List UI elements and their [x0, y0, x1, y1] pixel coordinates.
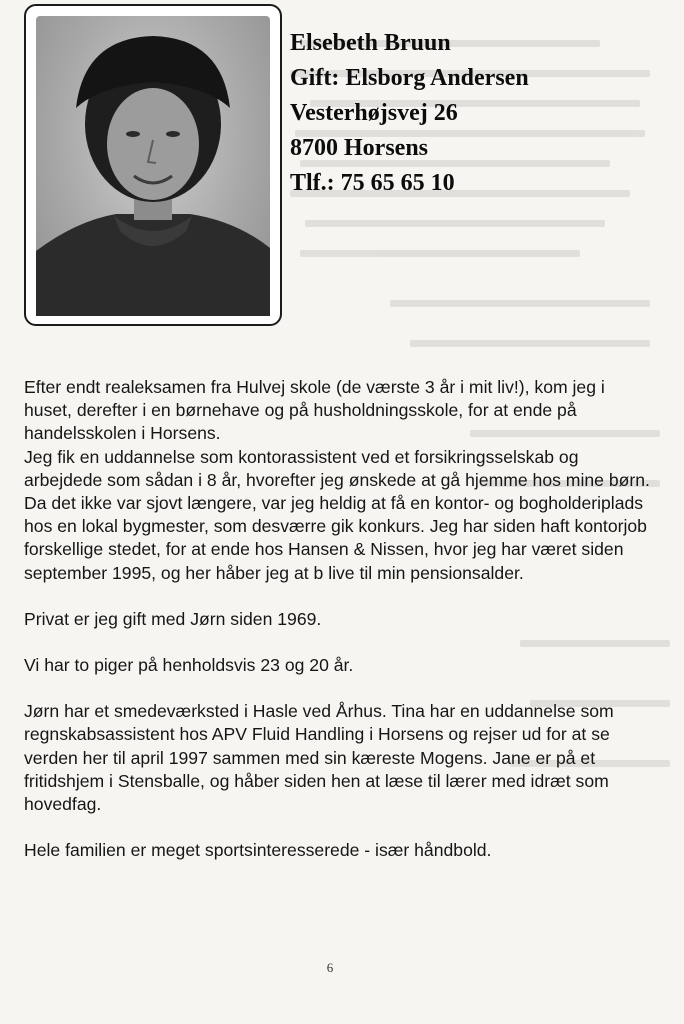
street-address: Vesterhøjsvej 26 — [290, 100, 458, 126]
contact-block — [290, 26, 670, 201]
postal-city: 8700 Horsens — [290, 135, 428, 161]
paragraph: Da det ikke var sjovt længere, var jeg heldig at få en kontor- og bogholderiplads hos en lokal bygmester, som desværre gik konkurs. Jeg har siden haft kontorjob forskellige stedet, for at ende hos Hansen & Nissen, hvor jeg har været siden september 1995, og her håber jeg at b live til min pensionsalder. — [24, 493, 647, 583]
paragraph: Privat er jeg gift med Jørn siden 1969. — [24, 608, 322, 629]
spouse-line: Gift: Elsborg Andersen — [290, 65, 529, 91]
person-name: Elsebeth Bruun — [290, 30, 451, 56]
portrait-photo-frame — [24, 4, 282, 326]
page-number: 6 — [326, 960, 334, 975]
portrait-photo — [36, 16, 270, 316]
biography-text — [24, 376, 654, 862]
paragraph: Jørn har et smedeværksted i Hasle ved Århus. Tina har en uddannelse som regnskabsassistent hos APV Fluid Handling i Horsens og rejser ud for at se verden her til april 1997 sammen med sin kæreste Mogens. Jane er på et fritidshjem i Stensballe, og håber siden hen at læse til lærer med idræt som hovedfag. — [24, 701, 614, 815]
paragraph: Vi har to piger på henholdsvis 23 og 20 år. — [24, 655, 354, 676]
phone-number: Tlf.: 75 65 65 10 — [290, 170, 455, 196]
paragraph: Hele familien er meget sportsinteresserede - især håndbold. — [24, 840, 492, 861]
paragraph: Efter endt realeksamen fra Hulvej skole (de værste 3 år i mit liv!), kom jeg i huset, derefter i en børnehave og på husholdningsskole, for at ende på handelsskolen i Horsens. — [24, 377, 605, 444]
paragraph: Jeg fik en uddannelse som kontorassistent ved et forsikringsselskab og arbejdede som sådan i 8 år, hvorefter jeg ønskede at gå hjemme hos mine børn. — [24, 446, 650, 490]
